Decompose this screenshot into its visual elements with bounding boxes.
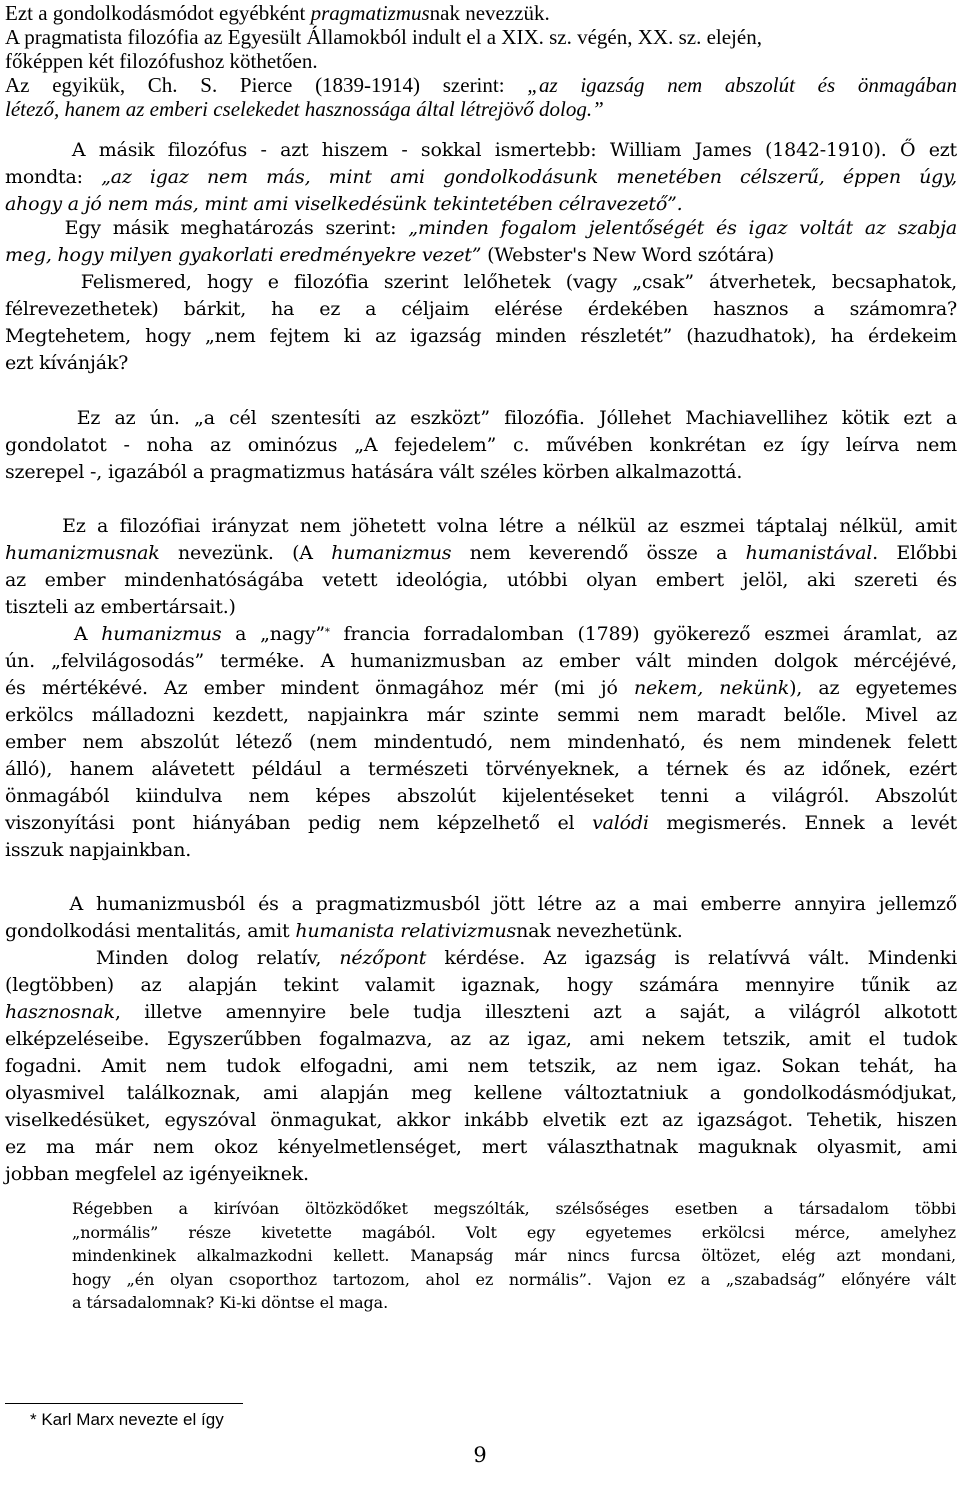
text-line: [72, 1268, 956, 1292]
text-run: (Webster's New Word szótára): [481, 244, 775, 266]
text-line: [5, 675, 957, 702]
page-number: 9: [473, 1443, 487, 1467]
text-line: [5, 97, 957, 121]
paragraph-james: [5, 137, 957, 218]
text-run: francia forradalomban (1789) gyökerező eszmei áramlat, az: [329, 623, 958, 645]
text-line: [5, 1134, 957, 1161]
italic-text-run: hasznosnak: [5, 1001, 115, 1023]
italic-text-run: létező, hanem az emberi cselekedet hasznossága által létrejövő dolog.”: [5, 97, 604, 121]
text-run: tiszteli az embertársait.): [5, 596, 236, 618]
text-line: [5, 1, 957, 25]
italic-text-run: nekem, nekünk: [633, 677, 790, 699]
text-run: ezt kívánják?: [5, 352, 129, 374]
text-line: [5, 756, 957, 783]
footnote-separator: [5, 1403, 243, 1404]
text-run: nem keverendő össze a: [451, 542, 746, 564]
paragraph-intro: [5, 1, 957, 121]
italic-text-run: ahogy a jó nem más, mint ami viselkedésünk tekintetében célravezető”.: [5, 193, 683, 215]
text-run: önmagából kiindulva nem képes abszolút kijelentéseket tenni a világról. Abszolút: [5, 785, 957, 807]
text-run: Egy másik meghatározás szerint:: [5, 217, 409, 239]
text-run: Felismered, hogy e filozófia szerint lelőhetek (vagy „csak” átverhetek, becsaphatok,: [5, 271, 957, 293]
text-run: A pragmatista filozófia az Egyesült Államokból indult el a XIX. sz. végén, XX. sz. elején,: [5, 25, 762, 49]
text-run: „normális” része kivetette magából. Volt egy egyetemes erkölcsi mérce, amelyhez: [72, 1222, 956, 1242]
text-line: [5, 459, 957, 486]
text-line: [5, 137, 957, 164]
italic-text-run: humanizmus: [101, 623, 222, 645]
text-run: az ember mindenhatóságába vetett ideológia, utóbbi olyan embert jelöl, aki szereti és: [5, 569, 957, 591]
text-line: [5, 621, 957, 648]
footnote: * Karl Marx nevezte el így: [30, 1410, 224, 1429]
text-run: Minden dolog relatív,: [5, 947, 340, 969]
text-run: ), az egyetemes: [789, 677, 957, 699]
text-run: nak nevezhetünk.: [516, 920, 683, 942]
text-run: erkölcs málladozni kezdett, napjainkra már szinte semmi nem maradt belőle. Mivel az: [5, 704, 957, 726]
text-run: Ez az ún. „a cél szentesíti az eszközt” filozófia. Jóllehet Machiavellihez kötik ezt a: [5, 407, 957, 429]
italic-text-run: valódi: [592, 812, 649, 834]
text-line: [5, 215, 957, 242]
text-run: kérdése. Az igazság is relatívvá vált. Mindenki: [426, 947, 957, 969]
text-run: nevezünk. (A: [159, 542, 332, 564]
text-run: szerepel -, igazából a pragmatizmus hatására vált széles körben alkalmazottá.: [5, 461, 743, 483]
text-line: [5, 1161, 957, 1188]
italic-text-run: pragmatizmus: [310, 1, 430, 25]
text-run: a társadalomnak? Ki-ki döntse el maga.: [72, 1293, 389, 1312]
text-line: [5, 810, 957, 837]
paragraph-machiavelli: [5, 405, 957, 486]
text-run: megismerés. Ennek a levét: [648, 812, 957, 834]
text-line: [5, 540, 957, 567]
italic-text-run: meg, hogy milyen gyakorlati eredményekre vezet”: [5, 244, 482, 266]
text-run: Az egyikük, Ch. S. Pierce (1839-1914) szerint:: [5, 73, 528, 97]
text-run: ún. „felvilágosodás” terméke. A humanizmusban az ember vált minden dolgok mércéjévé,: [5, 650, 957, 672]
italic-text-run: humanistával: [745, 542, 873, 564]
italic-text-run: humanista relativizmus: [295, 920, 517, 942]
text-run: A másik filozófus - azt hiszem - sokkal ismertebb: William James (1842-1910). Ő ezt: [5, 139, 957, 161]
text-run: mondta:: [5, 166, 102, 188]
text-line: [5, 269, 957, 296]
text-run: gondolkodási mentalitás, amit: [5, 920, 296, 942]
paragraph-normalis: [72, 1197, 956, 1315]
text-line: [5, 783, 957, 810]
text-line: [5, 323, 957, 350]
text-line: [72, 1221, 956, 1245]
italic-text-run: humanizmus: [331, 542, 452, 564]
text-line: [5, 945, 957, 972]
text-line: [5, 405, 957, 432]
text-run: jobban megfelel az igényeiknek.: [5, 1163, 309, 1185]
text-run: Ez a filozófiai irányzat nem jöhetett volna létre a nélkül az eszmei táptalaj nélkül, amit: [5, 515, 957, 537]
text-run: és mértékévé. Az ember mindent önmagához mér (mi jó: [5, 677, 634, 699]
text-run: álló), hanem alávetett például a természeti törvényeknek, a térnek és az időnek, ezért: [5, 758, 957, 780]
text-line: [5, 296, 957, 323]
text-run: Ezt a gondolkodásmódot egyébként: [5, 1, 311, 25]
text-run: gondolatot - noha az ominózus „A fejedelem” c. művében konkrétan ez így leírva nem: [5, 434, 957, 456]
text-run: , illetve amennyire bele tudja illeszteni azt a saját, a világról alkotott: [114, 1001, 957, 1023]
text-line: [5, 594, 957, 621]
text-run: a „nagy”: [221, 623, 325, 645]
text-run: hogy „én olyan csoporthoz tartozom, ahol ez normális”. Vajon ez a „szabadság” előnyére vált: [72, 1269, 956, 1289]
text-run: isszuk napjainkban.: [5, 839, 192, 861]
text-run: . Előbbi: [872, 542, 957, 564]
text-line: [5, 164, 957, 191]
text-run: elképzeléseibe. Egyszerűbben fogalmazva, az az igaz, ami nekem tetszik, amit el tudok: [5, 1028, 957, 1050]
text-run: viselkedésüket, egyszóval önmagukat, akkor inkább elvetik ezt az igazságot. Tehetik, hiszen: [5, 1109, 957, 1131]
text-line: [5, 350, 957, 377]
italic-text-run: „az igaz nem más, mint ami gondolkodásunk menetében célszerű, éppen úgy,: [101, 166, 957, 188]
italic-text-run: „az igazság nem abszolút és önmagában: [527, 73, 957, 97]
italic-text-run: nézőpont: [339, 947, 427, 969]
text-line: [5, 25, 957, 49]
text-line: [5, 837, 957, 864]
text-line: [5, 1107, 957, 1134]
text-line: [5, 702, 957, 729]
text-run: fogadni. Amit nem tudok elfogadni, ami nem tetszik, az nem igaz. Sokan tehát, ha: [5, 1055, 957, 1077]
text-line: [5, 729, 957, 756]
text-line: [5, 999, 957, 1026]
text-run: (legtöbben) az alapján tekint valamit igaznak, hogy számára mennyire tűnik az: [5, 974, 957, 996]
text-run: főképpen két filozófushoz köthetően.: [5, 49, 318, 73]
text-line: [5, 73, 957, 97]
text-run: A: [5, 623, 102, 645]
paragraph-relativizmus: [5, 891, 957, 1188]
italic-text-run: „minden fogalom jelentőségét és igaz voltát az szabja: [408, 217, 957, 239]
italic-text-run: humanizmusnak: [5, 542, 160, 564]
text-line: [72, 1291, 956, 1315]
text-line: [5, 891, 957, 918]
text-line: [5, 918, 957, 945]
text-line: [5, 49, 957, 73]
text-line: [72, 1197, 956, 1221]
text-run: olyasmivel találkoznak, ami alapján meg kellene változtatniuk a gondolkodásmódjukat,: [5, 1082, 957, 1104]
text-line: [5, 432, 957, 459]
paragraph-humanizmus: [5, 513, 957, 864]
paragraph-webster: [5, 215, 957, 377]
text-run: mindenkinek alkalmazkodni kellett. Manapság már nincs furcsa öltözet, elég azt mondani,: [72, 1246, 956, 1265]
text-run: félrevezethetek) bárkit, ha ez a céljaim elérése érdekében hasznos a számomra?: [5, 298, 957, 320]
text-run: Régebben a kirívóan öltözködőket megszólták, szélsőséges esetben a társadalom többi: [72, 1199, 956, 1218]
text-line: [5, 242, 957, 269]
text-line: [72, 1244, 956, 1268]
text-line: [5, 972, 957, 999]
text-line: [5, 513, 957, 540]
text-line: [5, 1026, 957, 1053]
text-line: [5, 648, 957, 675]
text-run: viszonyítási pont hiányában pedig nem képzelhető el: [5, 812, 593, 834]
text-run: nak nevezzük.: [429, 1, 550, 25]
text-run: A humanizmusból és a pragmatizmusból jött létre az a mai emberre annyira jellemző: [5, 893, 957, 915]
text-line: [5, 567, 957, 594]
text-line: [5, 191, 957, 218]
footnote-marker: *: [324, 627, 330, 638]
text-line: [5, 1053, 957, 1080]
text-run: Megtehetem, hogy „nem fejtem ki az igazság minden részletét” (hazudhatok), ha érdekeim: [5, 325, 957, 347]
text-run: ember nem abszolút létező (nem mindentudó, nem mindenható, és nem mindenek felett: [5, 731, 957, 753]
text-run: ez ma már nem okoz kényelmetlenséget, mert választhatnak maguknak olyasmit, ami: [5, 1136, 957, 1158]
text-line: [5, 1080, 957, 1107]
